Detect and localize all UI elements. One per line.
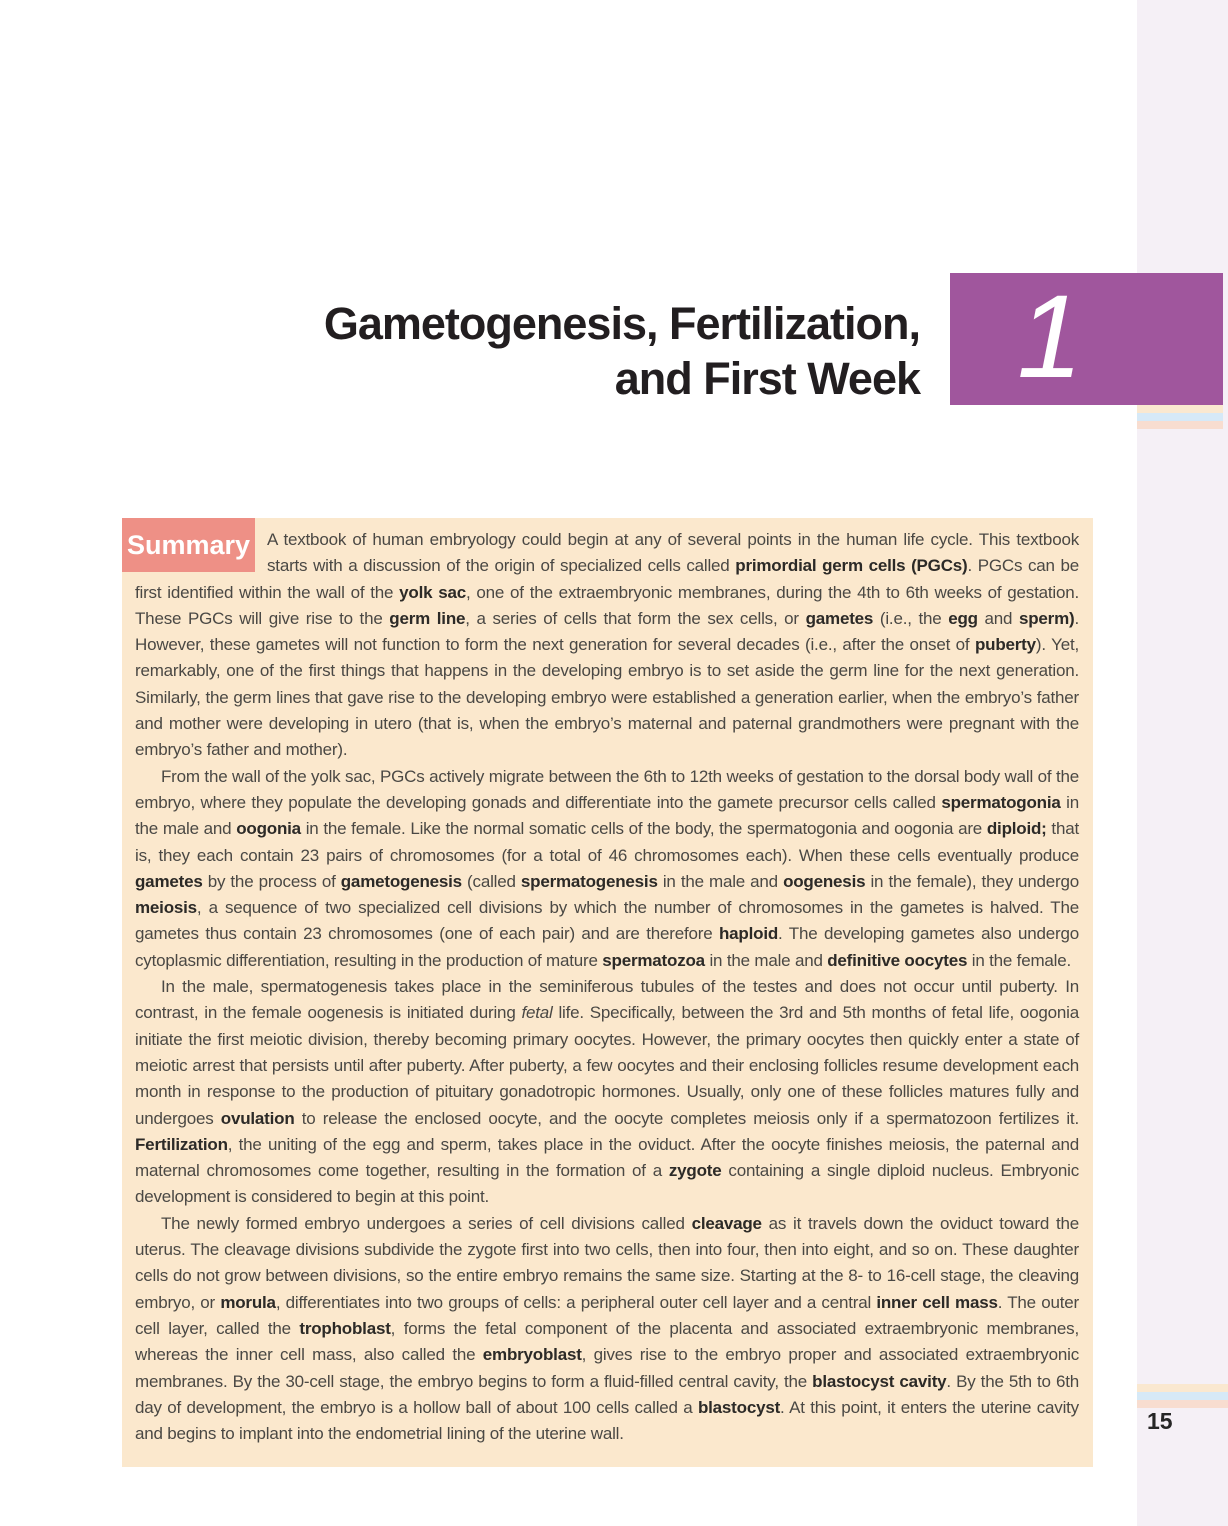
summary-paragraphs — [135, 527, 1079, 1447]
text-segment: in the female. Like the normal somatic cells of the body, the spermatogonia and oogonia are — [300, 819, 987, 839]
text-segment: life. Specifically, between the 3rd and 5th months of fetal life, oogonia initiate the first meiotic division, thereby becoming primary oocytes. However, the primary oocytes then quickly enter a state of meiotic arrest that persists until after puberty. After puberty, a few oocytes and their enclosing follicles resume development each month in response to the production of pituitary gonadotropic hormones. Usually, only one of these follicles matures fully and undergoes — [135, 1003, 1079, 1128]
term-bold: gametogenesis — [340, 871, 462, 891]
term-bold: diploid; — [986, 819, 1047, 839]
chapter-title-line-2: and First Week — [614, 353, 920, 404]
term-bold: inner cell mass — [876, 1292, 998, 1312]
term-bold: meiosis — [135, 898, 197, 918]
term-bold: Fertilization — [135, 1134, 228, 1154]
stripe-peach — [1137, 1384, 1228, 1392]
text-segment: , a series of cells that form the sex cells, or — [465, 608, 806, 628]
stripe-peach — [1137, 405, 1223, 413]
stripe-pink — [1137, 1400, 1228, 1408]
text-segment: , forms the fetal component of the placenta and associated extraembryonic membranes, whereas the inner cell mass, also called the — [135, 1318, 1080, 1365]
text-segment: , gives rise to the embryo proper and associated extraembryonic membranes. By the 30-cell stage, the embryo begins to form a fluid-filled central cavity, the — [135, 1345, 1079, 1391]
summary-paragraph — [135, 764, 1079, 974]
term-bold: yolk sac — [399, 582, 467, 602]
text-segment: and — [977, 608, 1019, 628]
stripe-blue — [1137, 413, 1223, 421]
chapter-number-box — [950, 273, 1223, 405]
term-bold: spermatogonia — [941, 792, 1061, 812]
text-segment: in the male and — [704, 950, 828, 970]
term-bold: trophoblast — [299, 1318, 391, 1338]
term-bold: blastocyst — [697, 1397, 781, 1417]
summary-label: Summary — [126, 529, 251, 560]
term-bold: spermatogenesis — [520, 871, 658, 891]
text-segment: , differentiates into two groups of cells: a peripheral outer cell layer and a central — [275, 1292, 877, 1312]
term-bold: oogonia — [236, 819, 301, 839]
chapter-title — [324, 296, 920, 406]
term-bold: puberty — [974, 635, 1036, 655]
text-segment: in the female. — [967, 950, 1072, 970]
term-bold: embryoblast — [482, 1345, 582, 1365]
text-segment: ). Yet, remarkably, one of the first things that happens in the developing embryo is to set aside the germ line for the next generation. Similarly, the germ lines that gave rise to the developing embryo were established a generation earlier, when the embryo’s father and mother were developing in utero (that is, when the embryo’s maternal and paternal grandmothers were pregnant with the embryo’s father and mother). — [135, 635, 1079, 760]
text-segment: A textbook of human embryology could begin at any of several points in the human life cycle. This textbook starts with a discussion of the origin of specialized cells called — [267, 530, 1079, 576]
text-segment: The newly formed embryo undergoes a series of cell divisions called — [161, 1213, 692, 1233]
text-segment: to release the enclosed oocyte, and the oocyte completes meiosis only if a spermatozoon fertilizes it. — [294, 1108, 1079, 1128]
text-segment: as it travels down the oviduct toward the uterus. The cleavage divisions subdivide the zygote first into two cells, then into four, then into eight, and so on. These daughter cells do not grow between divisions, so the entire embryo remains the same size. Starting at the 8- to 16-cell stage, the cleaving embryo, or — [135, 1213, 1079, 1312]
text-segment: From the wall of the yolk sac, PGCs actively migrate between the 6th to 12th weeks of gestation to the dorsal body wall of the embryo, where they populate the developing gonads and differentiate into the gamete precursor cells called — [135, 766, 1079, 812]
text-segment: . At this point, it enters the uterine cavity and begins to implant into the endometrial lining of the uterine wall. — [135, 1397, 1079, 1444]
text-segment: , one of the extraembryonic membranes, during the 4th to 6th weeks of gestation. These PGCs will give rise to the — [135, 582, 1079, 628]
text-segment: containing a single diploid nucleus. Embryonic development is considered to begin at this point. — [135, 1161, 1079, 1207]
term-bold: gametes — [135, 871, 203, 891]
term-bold: definitive oocytes — [827, 950, 968, 970]
term-bold: cleavage — [691, 1213, 762, 1233]
text-segment: (i.e., the — [873, 608, 949, 628]
term-bold: haploid — [718, 924, 779, 944]
summary-label-box — [122, 518, 255, 572]
term-italic: fetal — [521, 1003, 553, 1023]
side-stripe — [1137, 0, 1228, 1526]
text-segment: , the uniting of the egg and sperm, takes place in the oviduct. After the oocyte finishes meiosis, the paternal and maternal chromosomes come together, resulting in the formation of a — [135, 1134, 1079, 1181]
chapter-title-line-1: Gametogenesis, Fertilization, — [323, 298, 920, 349]
text-segment: In the male, spermatogenesis takes place in the seminiferous tubules of the testes and does not occur until puberty. In contrast, in the female oogenesis is initiated during — [135, 977, 1079, 1023]
term-bold: spermatozoa — [602, 950, 705, 970]
term-bold: zygote — [668, 1161, 722, 1181]
summary-paragraph — [135, 1211, 1079, 1448]
accent-stripes-bottom — [1137, 1384, 1228, 1408]
summary-paragraph — [135, 527, 1079, 764]
text-segment: in the female), they undergo — [865, 871, 1079, 891]
term-bold: sperm) — [1018, 608, 1075, 628]
term-bold: ovulation — [220, 1108, 295, 1128]
stripe-blue — [1137, 1392, 1228, 1400]
term-bold: oogenesis — [783, 871, 866, 891]
term-bold: germ line — [389, 608, 466, 628]
text-segment: . However, these gametes will not function to form the next generation for several decades (i.e., after the onset of — [135, 608, 1080, 655]
text-segment: in the male and — [135, 792, 1080, 839]
term-bold: primordial germ cells (PGCs) — [735, 556, 968, 576]
term-bold: gametes — [805, 608, 874, 628]
accent-stripes-top — [1137, 405, 1223, 429]
text-segment: . The developing gametes also undergo cytoplasmic differentiation, resulting in the production of mature — [135, 924, 1079, 970]
stripe-pink — [1137, 421, 1223, 429]
text-segment: (called — [461, 871, 521, 891]
summary-section — [122, 518, 1093, 1467]
text-segment: . The outer cell layer, called the — [135, 1292, 1079, 1338]
chapter-number: 1 — [1017, 271, 1083, 403]
term-bold: morula — [220, 1292, 276, 1312]
text-segment: . PGCs can be first identified within the wall of the — [135, 556, 1079, 602]
text-segment: . By the 5th to 6th day of development, the embryo is a hollow ball of about 100 cells called a — [135, 1371, 1079, 1417]
summary-paragraph — [135, 974, 1079, 1211]
term-bold: blastocyst cavity — [812, 1371, 947, 1391]
text-segment: , a sequence of two specialized cell divisions by which the number of chromosomes in the gametes is halved. The gametes thus contain 23 chromosomes (one of each pair) and are therefore — [135, 898, 1079, 944]
text-segment: by the process of — [202, 871, 341, 891]
text-segment: in the male and — [657, 871, 784, 891]
text-segment: that is, they each contain 23 pairs of chromosomes (for a total of 46 chromosomes each). When these cells eventually produce — [135, 819, 1079, 865]
term-bold: egg — [948, 608, 978, 628]
page-number: 15 — [1147, 1408, 1173, 1434]
